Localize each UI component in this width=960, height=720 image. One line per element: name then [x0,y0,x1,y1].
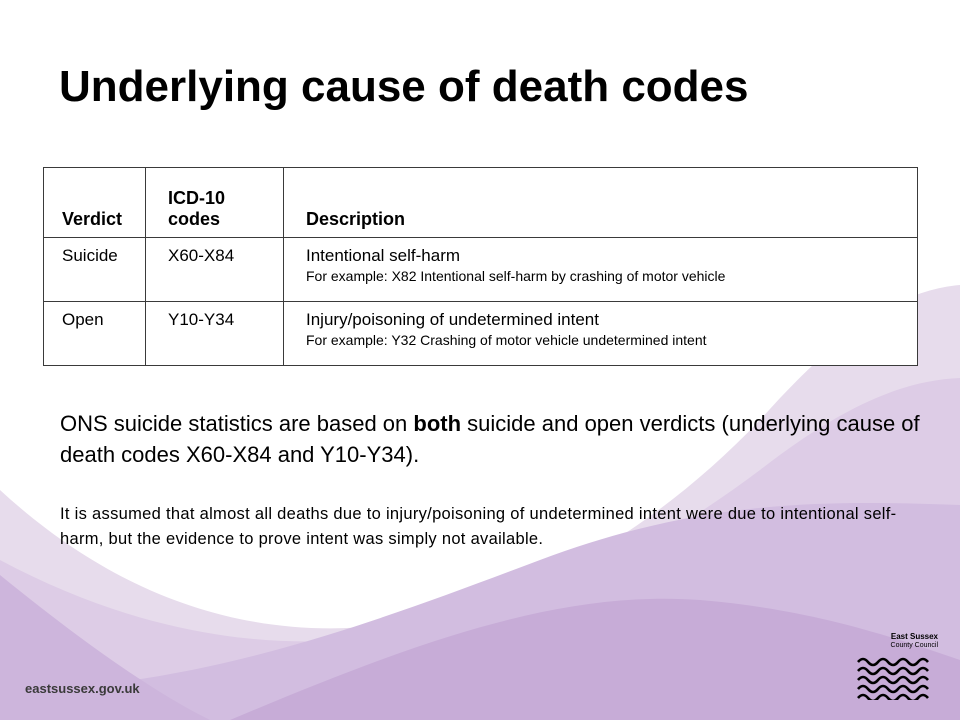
row-verdict: Open [44,302,146,366]
header-verdict: Verdict [44,168,146,238]
table-row [44,238,918,302]
header-icd10-codes: ICD-10 codes [146,168,284,238]
para1-bold-word: both [413,411,462,436]
table-row [44,302,918,366]
slide-title: Underlying cause of death codes [59,62,749,111]
row-verdict: Suicide [44,238,146,302]
row-codes: X60-X84 [146,238,284,302]
para1-text-end: suicide and open verdicts (underlying cause of death codes X60-X84 and Y10-Y34). [60,411,920,467]
row-example: For example: X82 Intentional self-harm by crashing of motor vehicle [306,268,726,284]
assumption-paragraph: It is assumed that almost all deaths due to injury/poisoning of undetermined intent were due to intentional self-harm, but the evidence to prove intent was simply not available. [60,505,897,548]
footer-website-url: eastsussex.gov.uk [25,681,140,696]
east-sussex-logo [852,632,938,700]
row-example: For example: Y32 Crashing of motor vehicle undetermined intent [306,332,707,348]
waves-logo-icon [852,654,938,700]
row-description-cell [284,302,918,366]
para1-text-start: ONS suicide statistics are based on [60,411,414,436]
logo-text-line1: East Sussex [890,632,938,641]
logo-text-line2: County Council [890,642,938,649]
ons-statistics-paragraph [60,408,920,470]
row-codes: Y10-Y34 [146,302,284,366]
header-description: Description [284,168,918,238]
row-description: Injury/poisoning of undetermined intent [306,310,599,329]
row-description: Intentional self-harm [306,246,461,265]
death-codes-table [43,167,918,366]
table-header-row [44,168,918,238]
row-description-cell [284,238,918,302]
